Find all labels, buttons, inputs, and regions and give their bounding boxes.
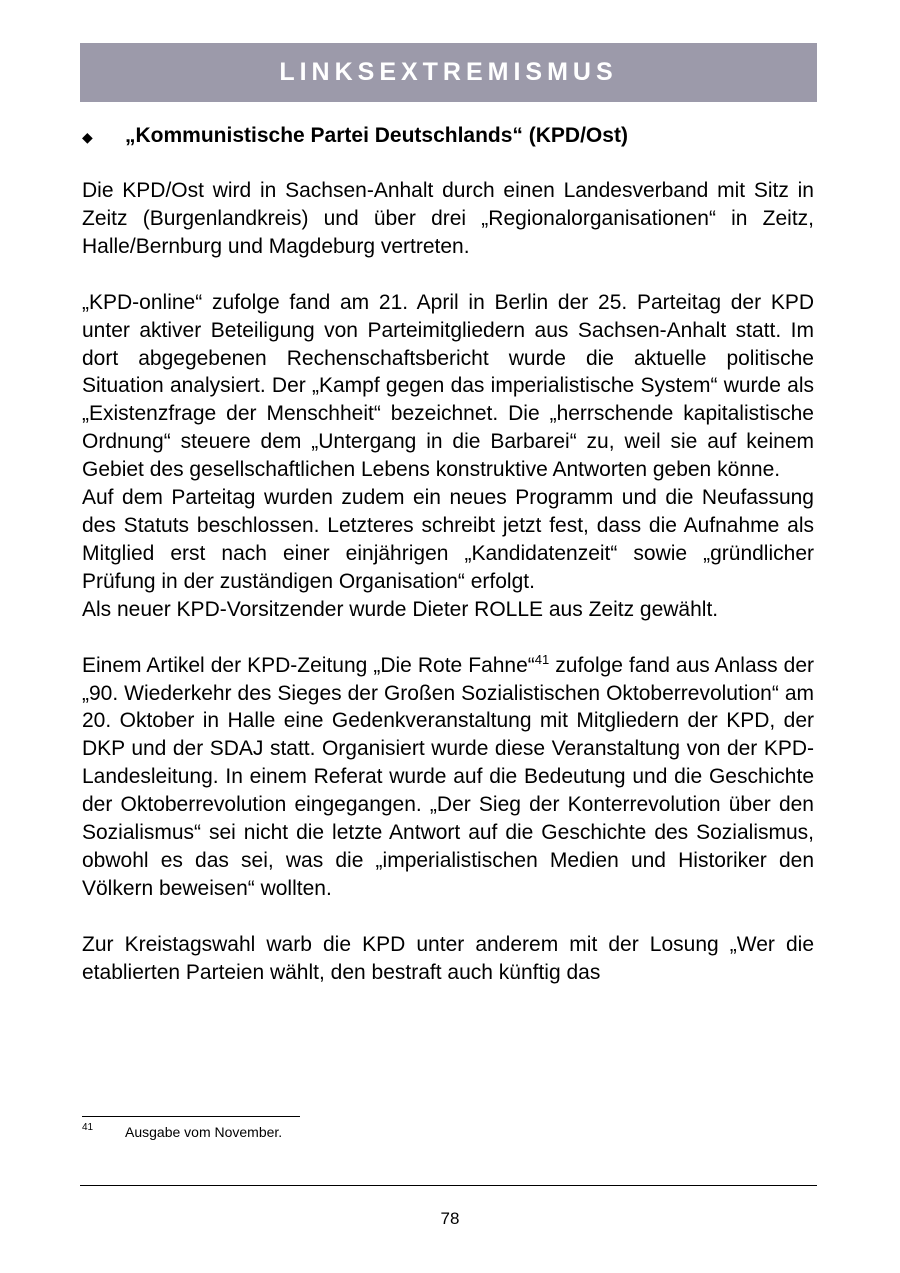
paragraph-5 <box>82 652 814 903</box>
footer-divider <box>80 1185 817 1186</box>
paragraph-1: Die KPD/Ost wird in Sachsen-Anhalt durch einen Landesverband mit Sitz in Zeitz (Burgenlandkreis) und über drei „Regionalorganisationen“ in Zeitz, Halle/Bernburg und Magdeburg vertreten. <box>82 179 814 258</box>
footnote-number: 41 <box>82 1122 94 1133</box>
paragraph-5-text-start: Einem Artikel der KPD-Zeitung „Die Rote Fahne“ <box>82 653 535 677</box>
footnote-text: Ausgabe vom November. <box>125 1124 283 1140</box>
chapter-header-bar <box>80 43 817 102</box>
footnote <box>82 1124 282 1140</box>
footnote-divider <box>82 1116 300 1117</box>
paragraph-3: Auf dem Parteitag wurden zudem ein neues Programm und die Neufassung des Statuts beschlossen. Letzteres schreibt jetzt fest, dass die Aufnahme als Mitglied erst nach einer einjährigen „Kandidatenzeit“ sowie „gründlicher Prüfung in der zuständigen Organisation“ erfolgt. <box>82 486 814 593</box>
section-heading-text: „Kommunistische Partei Deutschlands“ (KPD/Ost) <box>125 124 628 147</box>
page-number: 78 <box>440 1209 460 1228</box>
section-heading <box>82 122 814 151</box>
paragraph-4: Als neuer KPD-Vorsitzender wurde Dieter ROLLE aus Zeitz gewählt. <box>82 597 719 621</box>
chapter-title: LINKSEXTREMISMUS <box>279 58 618 86</box>
paragraph-6: Zur Kreistagswahl warb die KPD unter anderem mit der Losung „Wer die etablierten Parteien wählt, den bestraft auch künftig das <box>82 932 814 984</box>
paragraph-5-text-end: zufolge fand aus Anlass der „90. Wiederkehr des Sieges der Großen Sozialistischen Oktoberrevolution“ am 20. Oktober in Halle eine Gedenkveranstaltung mit Mitgliedern der KPD, der DKP und der SDAJ statt. Organisiert wurde diese Veranstaltung von der KPD-Landesleitung. In einem Referat wurde auf die Bedeutung und die Geschichte der Oktoberrevolution eingegangen. „Der Sieg der Konterrevolution über den Sozialismus“ sei nicht die letzte Antwort auf die Geschichte des Sozialismus, obwohl es das sei, was die „imperialistischen Medien und Historiker den Völkern beweisen“ wollten. <box>82 653 815 900</box>
paragraph-2: „KPD-online“ zufolge fand am 21. April in Berlin der 25. Parteitag der KPD unter aktiver Beteiligung von Parteimitgliedern aus Sachsen-Anhalt statt. Im dort abgegebenen Rechenschaftsbericht wurde die aktuelle politische Situation analysiert. Der „Kampf gegen das imperialistische System“ wurde als „Existenzfrage der Menschheit“ bezeichnet. Die „herrschende kapitalistische Ordnung“ steuere dem „Untergang in die Barbarei“ zu, weil sie auf keinem Gebiet des gesellschaftlichen Lebens konstruktive Antworten geben könne. <box>82 290 814 482</box>
diamond-bullet-icon: ◆ <box>82 129 93 145</box>
footnote-reference[interactable]: 41 <box>534 651 550 667</box>
page-body <box>82 122 814 987</box>
